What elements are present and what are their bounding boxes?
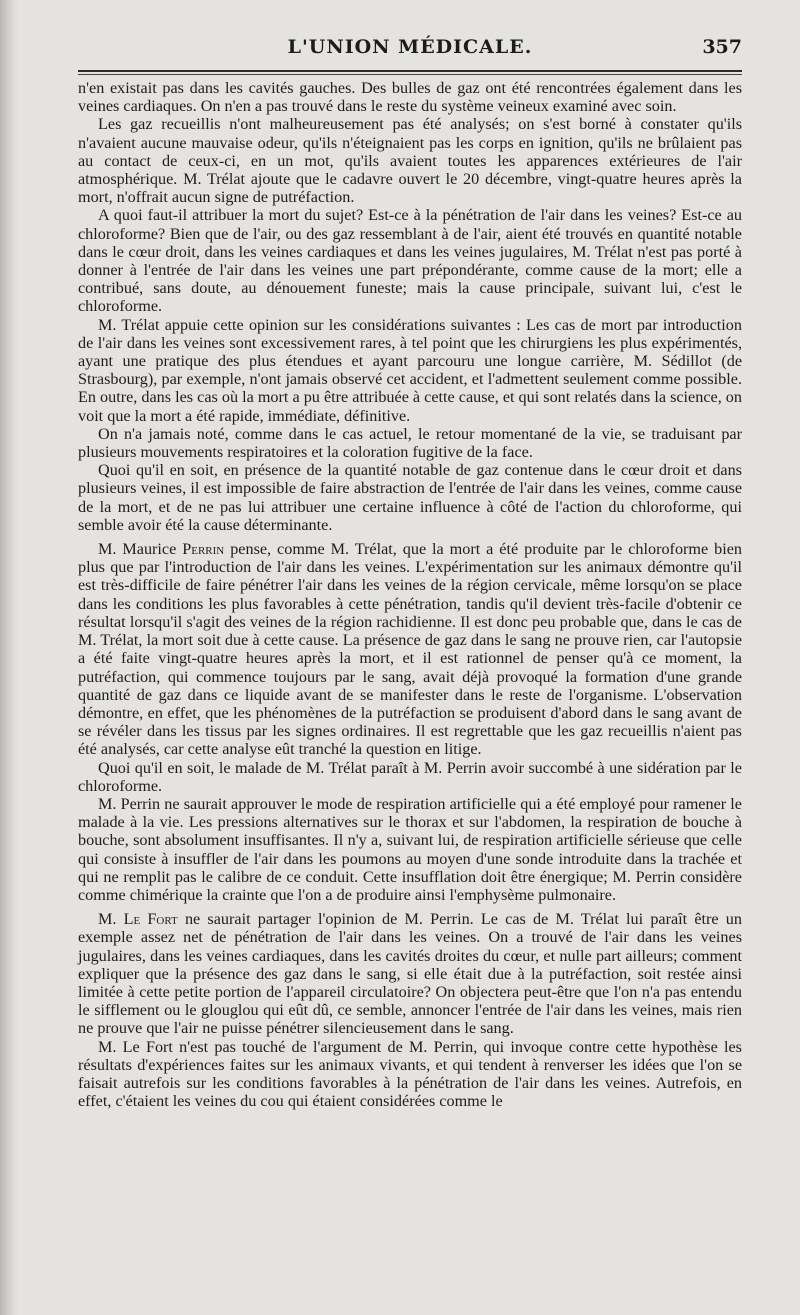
paragraph-text: pense, comme M. Trélat, que la mort a été produite par le chloroforme bien plus que par l'introduction de l'air dans les veines. L'expérimentation sur les animaux démontre qu'il est très-difficile de faire pénétrer l'air dans les veines de la région cervicale, même lorsqu'on se place dans les conditions les plus favorables à cette pénétration, tandis qu'il devient très-facile d'obtenir ce résultat lorsqu'il s'agit des veines de la région rachidienne. Il est donc peu probable que, dans le cas de M. Trélat, la mort soit due à cette cause. La présence de gaz dans le sang ne prouve rien, car l'autopsie a été faite vingt-quatre heures après la mort, et il est rationnel de penser qu'à ce moment, la putréfaction, qui commence toujours par le sang, avait déjà provoqué la formation d'une grande quantité de gaz dans ce liquide avant de se manifester dans le reste de l'organisme. L'observation démontre, en effet, que les phénomènes de la putréfaction se produisent d'abord dans le sang avant de se révéler dans les tissus par les signes ordinaires. Il est regrettable que les gaz recueillis n'aient pas été analysés, car cette analyse eût tranché la question en litige. — [78, 540, 743, 759]
header-rule-thin — [78, 74, 742, 75]
speaker-name: Perrin — [182, 540, 225, 559]
paragraph-perrin-opinion — [78, 540, 742, 758]
paragraph-return-to-life: On n'a jamais noté, comme dans le cas actuel, le retour momentané de la vie, se traduisant par plusieurs mouvements respiratoires et la coloration fugitive de la face. — [78, 424, 742, 462]
paragraph-cause-question: A quoi faut-il attribuer la mort du sujet? Est-ce à la pénétration de l'air dans les veines? Est-ce au chloroforme? Bien que de l'air, ou des gaz ressemblant à de l'air, aient été trouvés en quantité notable dans le cœur droit, dans les veines cardiaques et dans les veines jugulaires, M. Trélat n'est pas porté à donner à l'entrée de l'air dans les veines une part prépondérante, comme cause de la mort; elle a contribué, sans doute, au dénouement funeste; mais la cause principale, suivant lui, c'est le chloroforme. — [78, 206, 742, 316]
paragraph-gas-analysis: Les gaz recueillis n'ont malheureusement pas été analysés; on s'est borné à constater qu'ils n'avaient aucune mauvaise odeur, qu'ils n'éteignaient pas les corps en ignition, qu'ils ne brûlaient pas au contact de ceux-ci, en un mot, qu'ils avaient toutes les apparences extérieures de l'air atmosphérique. M. Trélat ajoute que le cadavre ouvert le 20 décembre, vingt-quatre heures après la mort, n'offrait aucun signe de putréfaction. — [78, 115, 742, 207]
speaker-lead: M. — [98, 910, 124, 929]
paragraph-lefort-argument: M. Le Fort n'est pas touché de l'argument de M. Perrin, qui invoque contre cette hypothèse les résultats d'expériences faites sur les animaux vivants, et qui tendent à renverser les idées que l'on se faisait autrefois sur les conditions favorables à la pénétration de l'air dans les veines. Autrefois, en effet, c'étaient les veines du cou qui étaient considérées comme le — [78, 1037, 742, 1111]
paragraph-air-influence: Quoi qu'il en soit, en présence de la quantité notable de gaz contenue dans le cœur droit et dans plusieurs veines, il est impossible de faire abstraction de l'entrée de l'air dans les veines, comme cause de la mort, et de ne pas lui attribuer une certaine influence à côté de l'action du chloroforme, qui semble avoir été la cause déterminante. — [78, 461, 742, 534]
speaker-name: Le Fort — [123, 910, 178, 929]
speaker-lead: M. Maurice — [98, 540, 183, 559]
page-number: 357 — [702, 36, 742, 58]
paragraph-sideration: Quoi qu'il en soit, le malade de M. Trélat paraît à M. Perrin avoir succombé à une sidération par le chloroforme. — [78, 758, 742, 795]
paragraph-continuation: n'en existait pas dans les cavités gauches. Des bulles de gaz ont été rencontrées également dans les veines cardiaques. On n'en a pas trouvé dans le reste du système veineux examiné avec soin. — [78, 79, 742, 116]
paragraph-trelat-considerations: M. Trélat appuie cette opinion sur les considérations suivantes : Les cas de mort par introduction de l'air dans les veines sont excessivement rares, à tel point que les chirurgiens les plus expérimentés, ayant une pratique des plus étendues et ayant parcouru une longue carrière, M. Sédillot (de Strasbourg), par exemple, n'ont jamais observé cet accident, et l'admettent seulement comme possible. En outre, dans les cas où la mort a pu être attribuée à cette cause, et qui sont relatés dans la science, on voit que la mort a été rapide, immédiate, définitive. — [78, 315, 742, 425]
paragraph-lefort-opinion — [78, 910, 742, 1037]
body-text — [78, 79, 742, 1110]
page-edge-shadow — [0, 0, 18, 1315]
paragraph-text: ne saurait partager l'opinion de M. Perrin. Le cas de M. Trélat lui paraît être un exemple assez net de pénétration de l'air dans les veines. On a trouvé de l'air dans les veines jugulaires, dans les veines cardiaques, dans les cavités droites du cœur, et nulle part ailleurs; comment expliquer que la présence des gaz dans le sang, si elle était due à la putréfaction, soit restée ainsi limitée à cette petite portion de l'appareil circulatoire? On objectera peut-être que l'on n'a pas entendu le sifflement ou le glouglou qui eût dû, ce semble, annoncer l'entrée de l'air dans les veines, mais rien ne prouve que l'air ne puisse pénétrer silencieusement dans le sang. — [78, 910, 742, 1038]
header-rule — [78, 70, 742, 72]
page-header — [78, 36, 742, 66]
running-title: L'UNION MÉDICALE. — [287, 36, 533, 58]
paragraph-artificial-respiration: M. Perrin ne saurait approuver le mode de respiration artificielle qui a été employé pour ramener le malade à la vie. Les pressions alternatives sur le thorax et sur l'abdomen, la respiration de bouche à bouche, sont absolument insuffisantes. Il n'y a, suivant lui, de respiration artificielle sérieuse que celle qui consiste à insuffler de l'air dans les poumons au moyen d'une sonde introduite dans la trachée et qui ne remplit pas le calibre de ce conduit. Cette insufflation doit être énergique; M. Perrin considère comme chimérique la crainte que l'on a de produire ainsi l'emphysème pulmonaire. — [78, 794, 742, 904]
